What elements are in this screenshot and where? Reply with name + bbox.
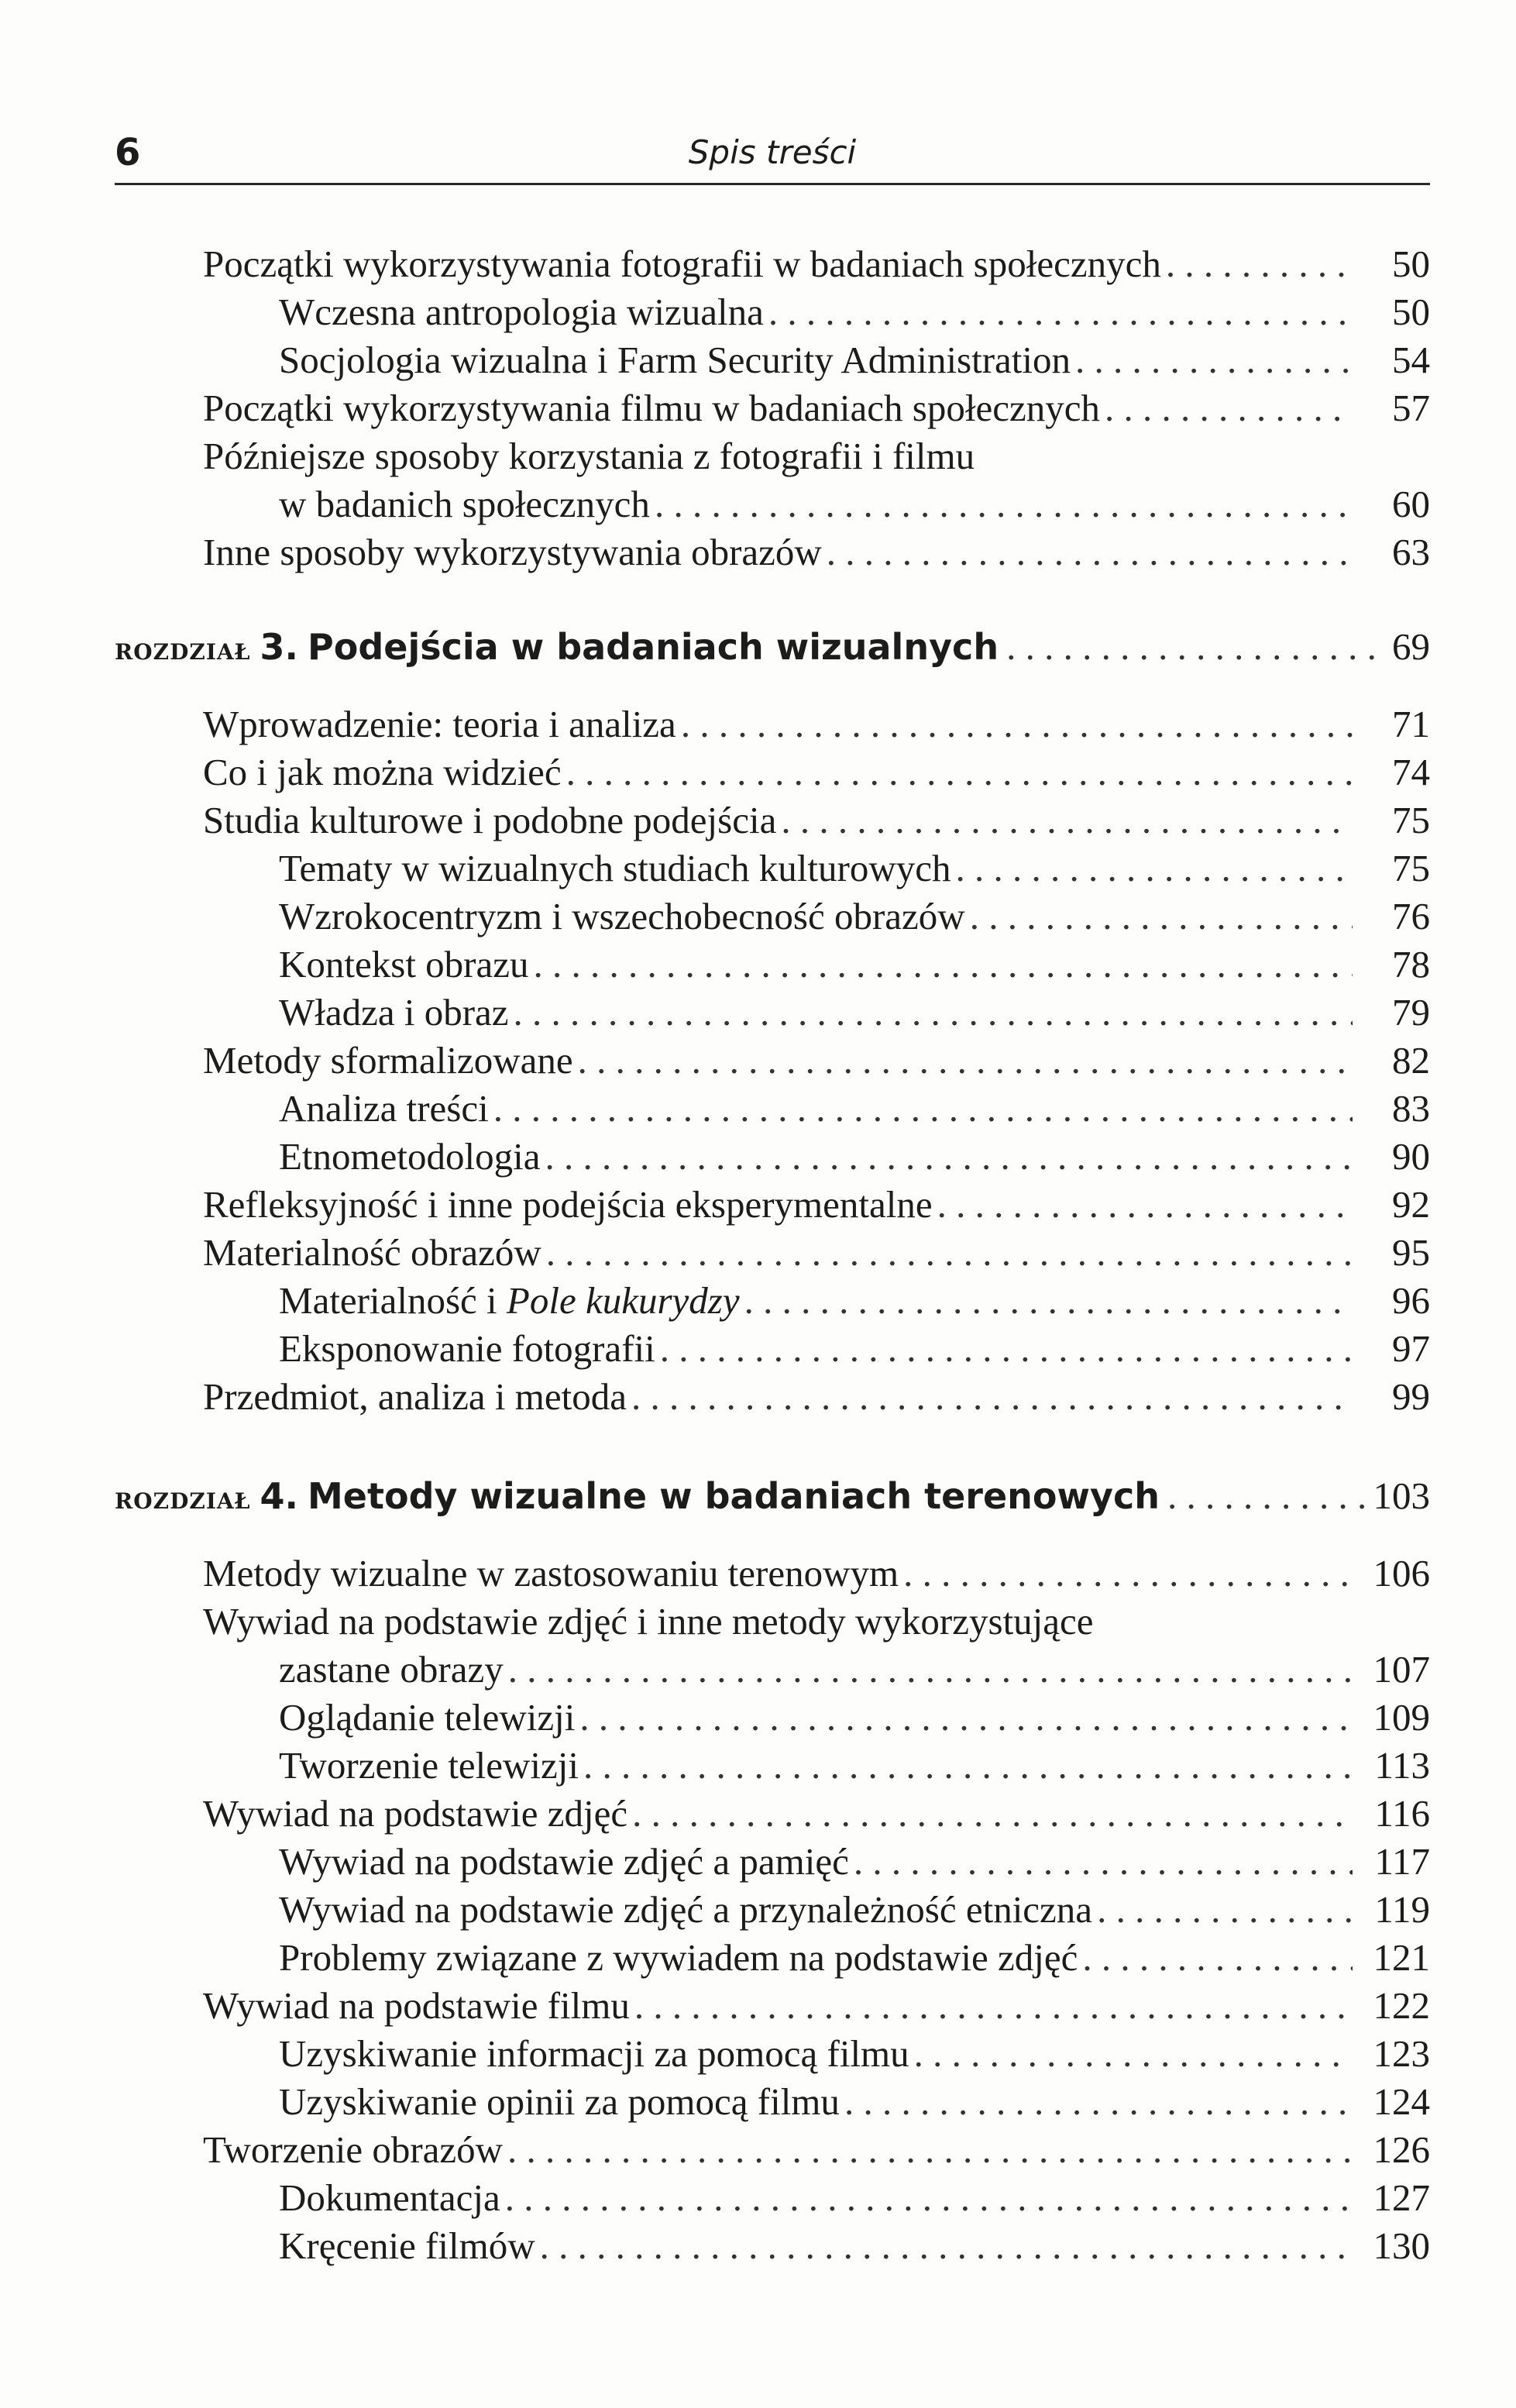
toc-entry	[203, 1982, 1430, 2030]
dot-leader	[634, 1982, 1353, 2030]
dot-leader	[827, 528, 1353, 576]
dot-leader	[540, 2222, 1353, 2270]
toc-entry-page: 78	[1392, 943, 1430, 986]
toc-entry	[279, 288, 1430, 336]
toc-entry	[279, 2078, 1430, 2126]
dot-leader	[955, 845, 1353, 893]
dot-leader	[1082, 1934, 1353, 1982]
dot-leader	[1097, 1886, 1353, 1934]
toc-entry	[279, 989, 1430, 1037]
header-rule	[115, 183, 1430, 185]
dot-leader	[578, 1037, 1353, 1085]
toc-entry	[279, 1742, 1430, 1790]
toc-entry-page: 54	[1392, 339, 1430, 381]
toc-entry-page: 50	[1392, 243, 1430, 285]
toc-entry-text: Metody sformalizowane	[203, 1039, 573, 1082]
toc-entry-text: Uzyskiwanie informacji za pomocą filmu	[279, 2032, 909, 2075]
toc-entry	[203, 1037, 1430, 1085]
dot-leader	[1105, 384, 1353, 432]
chapter-title: Metody wizualne w badaniach terenowych	[308, 1475, 1160, 1517]
toc-entry-text: Uzyskiwanie opinii za pomocą filmu	[279, 2080, 840, 2123]
toc-entry-page: 95	[1392, 1231, 1430, 1274]
dot-leader	[970, 893, 1353, 941]
toc-entry-page: 99	[1392, 1375, 1430, 1418]
toc-entry	[279, 1838, 1430, 1886]
toc-entry-text: Socjologia wizualna i Farm Security Administration	[279, 339, 1071, 381]
toc-entry-text: Wywiad na podstawie zdjęć a przynależność etniczna	[279, 1888, 1093, 1931]
toc-entry-text: Metody wizualne w zastosowaniu terenowym	[203, 1552, 899, 1594]
dot-leader	[1166, 240, 1353, 288]
toc-entry-text: Co i jak można widzieć	[203, 751, 562, 793]
toc-entry-text: Analiza treści	[279, 1087, 489, 1130]
toc-entry-text: Władza i obraz	[279, 991, 509, 1034]
dot-leader	[507, 2126, 1353, 2174]
toc-entry-page: 82	[1392, 1039, 1430, 1082]
toc-entry	[203, 1373, 1430, 1421]
page-header	[115, 126, 1430, 180]
toc-entry-text: Tworzenie telewizji	[279, 1744, 579, 1787]
chapter-page: 103	[1373, 1474, 1430, 1517]
toc-entry	[203, 700, 1430, 748]
toc-entry-page: 130	[1373, 2224, 1430, 2267]
toc-entry-page: 50	[1392, 291, 1430, 333]
dot-leader	[566, 748, 1353, 796]
dot-leader	[854, 1838, 1353, 1886]
toc-entry-text: w badanich społecznych	[279, 483, 650, 525]
toc-entry	[203, 1790, 1430, 1838]
chapter-heading	[115, 620, 1430, 674]
toc-entry-text: Wzrokocentryzm i wszechobecność obrazów	[279, 895, 965, 937]
toc-entry-page: 123	[1373, 2032, 1430, 2075]
toc-entry	[279, 336, 1430, 384]
dot-leader	[1075, 336, 1353, 384]
chapter-number: 4.	[260, 1475, 299, 1517]
toc-entry-page: 117	[1374, 1840, 1430, 1883]
toc-entry-text: Wywiad na podstawie filmu	[203, 1984, 630, 2027]
toc-entry	[279, 1085, 1430, 1133]
toc-entry-text: Tworzenie obrazów	[203, 2128, 504, 2171]
toc-entry-text: Wywiad na podstawie zdjęć	[203, 1792, 628, 1835]
toc-entry	[279, 2030, 1430, 2078]
toc-entry-page: 127	[1373, 2176, 1430, 2219]
toc-entry-page: 74	[1392, 751, 1430, 793]
dot-leader	[937, 1181, 1353, 1229]
toc-entry-page: 96	[1392, 1279, 1430, 1322]
chapter-page: 69	[1392, 625, 1430, 668]
toc-entry	[203, 1181, 1430, 1229]
toc-entry-text: Późniejsze sposoby korzystania z fotografii i filmu	[203, 435, 975, 477]
toc-entry	[279, 2222, 1430, 2270]
toc-entry-text: Materialność obrazów	[203, 1231, 541, 1274]
toc-entry-text: Wprowadzenie: teoria i analiza	[203, 703, 676, 745]
toc-entry-page: 124	[1373, 2080, 1430, 2123]
toc-entry-text: Wczesna antropologia wizualna	[279, 291, 764, 333]
page-number: 6	[115, 131, 141, 174]
dot-leader	[534, 941, 1353, 989]
toc-entry-page: 121	[1373, 1936, 1430, 1979]
toc-entry	[279, 480, 1430, 528]
toc-entry-page: 92	[1392, 1183, 1430, 1226]
toc-entry-text: Przedmiot, analiza i metoda	[203, 1375, 627, 1418]
toc-entry	[203, 1550, 1430, 1598]
chapter-label: ROZDZIAŁ	[115, 1488, 251, 1514]
toc-entry-page: 119	[1374, 1888, 1430, 1931]
toc-entry-page: 97	[1392, 1327, 1430, 1370]
toc-entry	[279, 1277, 1430, 1325]
toc-entry-page: 79	[1392, 991, 1430, 1034]
dot-leader	[903, 1550, 1353, 1598]
toc-entry-text: Inne sposoby wykorzystywania obrazów	[203, 531, 822, 573]
toc-entry-text: Kontekst obrazu	[279, 943, 529, 986]
toc-entry	[203, 240, 1430, 288]
chapter-heading	[115, 1469, 1430, 1523]
dot-leader	[546, 1229, 1353, 1277]
toc-entry	[279, 2174, 1430, 2222]
toc-entry-text: Refleksyjność i inne podejścia eksperymentalne	[203, 1183, 933, 1226]
chapter-number: 3.	[260, 626, 299, 668]
toc-entry	[279, 1694, 1430, 1742]
toc-entry-page: 116	[1374, 1792, 1430, 1835]
toc-entry-text-prefix: Materialność i	[279, 1279, 507, 1322]
toc-entry-page: 83	[1392, 1087, 1430, 1130]
dot-leader	[545, 1133, 1353, 1181]
toc-entry-page: 57	[1392, 387, 1430, 429]
dot-leader	[583, 1742, 1353, 1790]
dot-leader	[1167, 1469, 1365, 1523]
toc-entry	[203, 748, 1430, 796]
dot-leader	[660, 1325, 1353, 1373]
toc-entry-text: Tematy w wizualnych studiach kulturowych	[279, 847, 951, 889]
toc-entry-page: 75	[1392, 799, 1430, 841]
toc-entry	[203, 1229, 1430, 1277]
toc-entry-page: 90	[1392, 1135, 1430, 1178]
dot-leader	[631, 1373, 1353, 1421]
dot-leader	[632, 1790, 1353, 1838]
dot-leader	[579, 1694, 1353, 1742]
toc-entry	[203, 384, 1430, 432]
toc-entry-page: 71	[1392, 703, 1430, 745]
toc-entry	[279, 1886, 1430, 1934]
toc-entry	[279, 941, 1430, 989]
dot-leader	[1006, 620, 1384, 674]
toc-entry	[279, 845, 1430, 893]
toc-entry-text: Dokumentacja	[279, 2176, 500, 2219]
toc-entry-page: 107	[1373, 1648, 1430, 1691]
toc-entry-text: Studia kulturowe i podobne podejścia	[203, 799, 777, 841]
toc-entry-page: 63	[1392, 531, 1430, 573]
dot-leader	[768, 288, 1353, 336]
toc-entry	[279, 1325, 1430, 1373]
toc-entry-page: 75	[1392, 847, 1430, 889]
toc-entry	[279, 1646, 1430, 1694]
toc-entry-text: Początki wykorzystywania fotografii w badaniach społecznych	[203, 243, 1161, 285]
toc-entry-page: 109	[1373, 1696, 1430, 1739]
toc-entry-text: Wywiad na podstawie zdjęć i inne metody wykorzystujące	[203, 1600, 1094, 1643]
dot-leader	[681, 700, 1353, 748]
toc-entry	[203, 796, 1430, 845]
toc-entry-text: Oglądanie telewizji	[279, 1696, 576, 1739]
toc-entry	[203, 528, 1430, 576]
toc-entry-text	[279, 1277, 740, 1325]
dot-leader	[493, 1085, 1353, 1133]
toc-entry-text: Eksponowanie fotografii	[279, 1327, 655, 1370]
toc-entry-page: 106	[1373, 1552, 1430, 1594]
chapter-title: Podejścia w badaniach wizualnych	[308, 626, 999, 668]
dot-leader	[655, 480, 1353, 528]
dot-leader	[508, 1646, 1353, 1694]
toc-entry-text-italic: Pole kukurydzy	[506, 1279, 740, 1322]
toc-entry-text: Początki wykorzystywania filmu w badaniach społecznych	[203, 387, 1100, 429]
dot-leader	[914, 2030, 1353, 2078]
toc-entry	[279, 1133, 1430, 1181]
toc-entry-page: 122	[1373, 1984, 1430, 2027]
toc-entry-text: zastane obrazy	[279, 1648, 504, 1691]
dot-leader	[844, 2078, 1353, 2126]
chapter-label: ROZDZIAŁ	[115, 639, 251, 665]
toc-entry-text: Etnometodologia	[279, 1135, 541, 1178]
dot-leader	[505, 2174, 1353, 2222]
toc-entry-text: Problemy związane z wywiadem na podstawie zdjęć	[279, 1936, 1078, 1979]
toc-entry-text: Kręcenie filmów	[279, 2224, 535, 2267]
toc-entry	[279, 1934, 1430, 1982]
toc-entry-page: 126	[1373, 2128, 1430, 2171]
toc-entry-text: Wywiad na podstawie zdjęć a pamięć	[279, 1840, 849, 1883]
toc-entry-page: 113	[1374, 1744, 1430, 1787]
dot-leader	[781, 796, 1353, 845]
toc-entry-page: 60	[1392, 483, 1430, 525]
dot-leader	[514, 989, 1353, 1037]
toc-entry	[203, 2126, 1430, 2174]
toc-entry-page: 76	[1392, 895, 1430, 937]
running-title: Spis treści	[688, 133, 857, 171]
dot-leader	[744, 1277, 1353, 1325]
toc-entry	[279, 893, 1430, 941]
